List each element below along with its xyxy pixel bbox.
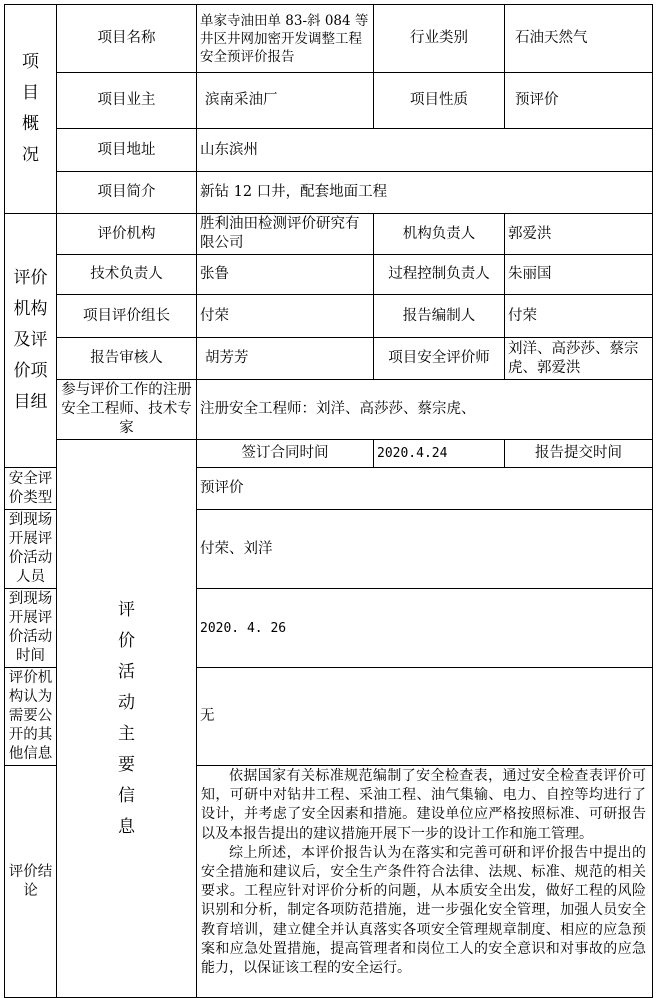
industry-label: 行业类别 <box>374 5 505 73</box>
section-organization-text: 评价机构及评价项目组 <box>13 268 48 412</box>
industry-value: 石油天然气 <box>505 5 653 73</box>
section-overview <box>5 5 57 214</box>
nature-value: 预评价 <box>505 73 653 129</box>
field-time-label: 到现场开展评价活动时间 <box>5 589 57 668</box>
assessor-value: 刘洋、高莎莎、蔡宗虎、郭爱洪 <box>505 338 653 380</box>
agency-label: 评价机构 <box>57 214 197 255</box>
contract-date-value: 2020.4.24 <box>374 440 505 468</box>
section-activity <box>57 440 197 998</box>
other-info-label: 评价机构认为需要公开的其他信息 <box>5 668 57 766</box>
intro-label: 项目简介 <box>57 172 197 214</box>
process-control-label: 过程控制负责人 <box>374 255 505 295</box>
evaluation-info-table <box>4 4 653 998</box>
section-activity-text: 评价活动主要信息 <box>118 599 135 837</box>
field-time-value: 2020. 4. 26 <box>197 589 653 668</box>
report-editor-label: 报告编制人 <box>374 295 505 338</box>
team-leader-value: 付荣 <box>197 295 374 338</box>
project-name-value: 单家寺油田单 83-斜 084 等井区井网加密开发调整工程安全预评价报告 <box>197 5 374 73</box>
process-control-value: 朱丽国 <box>505 255 653 295</box>
section-organization <box>5 214 57 468</box>
report-editor-value: 付荣 <box>505 295 653 338</box>
contract-date-label: 签订合同时间 <box>197 440 374 468</box>
nature-label: 项目性质 <box>374 73 505 129</box>
address-label: 项目地址 <box>57 129 197 172</box>
field-staff-value: 付荣、刘洋 <box>197 510 653 589</box>
tech-lead-value: 张鲁 <box>197 255 374 295</box>
conclusion-paragraph-2: 综上所述，本评价报告认为在落实和完善可研和评价报告中提出的安全措施和建议后，安全生产条件符合法律、法规、标准、规范的相关要求。工程应针对评价分析的问题，从本质安全出发，做好工程的风险识别和分析，制定各项防范措施，进一步强化安全管理，加强人员安全教育培训，建立健全并认真落实各项安全管理规章制度、相应的应急预案和应急处置措施，提高管理者和岗位工人的安全意识和对事故的应急能力，以保证该工程的安全运行。 <box>201 844 646 977</box>
experts-label: 参与评价工作的注册安全工程师、技术专家 <box>57 380 197 440</box>
report-reviewer-value: 胡芳芳 <box>197 338 374 380</box>
assessor-label: 项目安全评价师 <box>374 338 505 380</box>
eval-type-label: 安全评价类型 <box>5 468 57 510</box>
eval-type-value: 预评价 <box>197 468 653 510</box>
report-reviewer-label: 报告审核人 <box>57 338 197 380</box>
owner-value: 滨南采油厂 <box>197 73 374 129</box>
experts-value: 注册安全工程师：刘洋、高莎莎、蔡宗虎、 <box>197 380 653 440</box>
intro-value: 新钻 12 口井，配套地面工程 <box>197 172 653 214</box>
conclusion-value <box>197 766 653 998</box>
other-info-value: 无 <box>197 668 653 766</box>
submit-date-label: 报告提交时间 <box>505 440 653 468</box>
agency-head-label: 机构负责人 <box>374 214 505 255</box>
tech-lead-label: 技术负责人 <box>57 255 197 295</box>
address-value: 山东滨州 <box>197 129 653 172</box>
conclusion-paragraph-1: 依据国家有关标准规范编制了安全检查表，通过安全检查表评价可知，可研中对钻井工程、采油工程、油气集输、电力、自控等均进行了设计，并考虑了安全因素和措施。建设单位应严格按照标准、可研报告以及本报告提出的建议措施开展下一步的设计工作和施工管理。 <box>201 768 646 842</box>
team-leader-label: 项目评价组长 <box>57 295 197 338</box>
agency-value: 胜利油田检测评价研究有限公司 <box>197 214 374 255</box>
field-staff-label: 到现场开展评价活动人员 <box>5 510 57 589</box>
project-name-label: 项目名称 <box>57 5 197 73</box>
agency-head-value: 郭爱洪 <box>505 214 653 255</box>
section-overview-text: 项目概况 <box>22 52 39 165</box>
conclusion-label: 评价结论 <box>5 766 57 998</box>
owner-label: 项目业主 <box>57 73 197 129</box>
